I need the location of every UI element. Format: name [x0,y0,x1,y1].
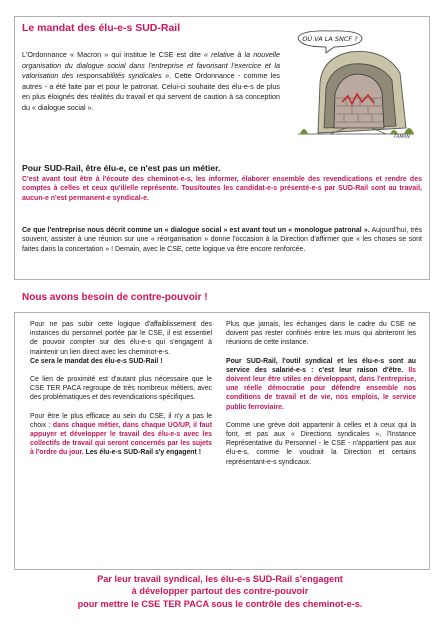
tunnel-drawing [290,28,420,140]
mandate-red-paragraph: C'est avant tout être à l'écoute des cheminot-e-s, les informer, élaborer ensemble des revendications et rendre des comptes à celles et ceux qu'il/elle représente. Tous/toutes les candidat-e-s présenté-e-s par SUD-Rail sont au travail, aucun-e n'est permanent-e syndical-e. [22,176,422,202]
right-paragraph-2 [226,357,416,412]
left-paragraph-1 [30,320,212,366]
cartoon-signature: FAMAN [394,135,410,140]
left-paragraph-3 [30,412,212,458]
dialogue-bold: Ce que l'entreprise nous décrit comme un « dialogue social » est avant tout un « monologue patronal ». [22,227,370,234]
intro-text-1: L'Ordonnance « Macron » qui institue le CSE est dite [22,50,201,59]
right-column [226,320,416,476]
page-title: Le mandat des élu-e-s SUD-Rail [22,22,181,34]
right-p2-bold: Pour SUD-Rail, l'outil syndical et les élu-e-s sont au service des salarié-e-s : c'est leur raison d'être. [226,357,416,374]
footer-line-3: pour mettre le CSE TER PACA sous le contrôle des cheminot-e-s. [77,598,363,609]
section-heading-counterpower: Nous avons besoin de contre-pouvoir ! [22,292,208,303]
right-p2-pink: Ils doivent leur être utiles en développant, dans l'entreprise, une réelle démocratie pour défendre ensemble nos conditions de travail et de vie, nos emplois, le service public ferroviaire. [226,366,416,411]
intro-text-2: Cette Ordonnance - comme les autres - a été faite par et pour le patronat. Celui-ci souhaite des élu-e-s de plus en plus éloignés des réalités du travail et qui servent de caution à sa conception du « dialogue social ». [22,71,281,112]
left-p3-end: Les élu-e-s SUD-Rail s'y engagent ! [83,449,201,457]
left-p3-pink: dans chaque métier, dans chaque UO/UP, il faut appuyer et développer le travail des élu-e-s avec les collectifs de travail qui seront concernés par les sujets à l'ordre du jour. [30,421,212,457]
right-paragraph-3: Comme une grève doit appartenir à celles et à ceux qui la font, et pas aux « Directions syndicales », l'Instance Représentative du Personnel - le CSE - n'appartient pas aux élu-e-s, comme le voudrait la Direction et certains représentant-e-s syndicaux. [226,421,416,466]
left-paragraph-2: Ce lien de proximité est d'autant plus nécessaire que le CSE TER PACA regroupe de très nombreux métiers, avec des problématiques et des revendications spécifiques. [30,376,212,402]
intro-quote: « relative à la nouvelle organisation du dialogue social dans l'entreprise et favorisant l'exercice et la valorisation des responsabilités syndicales ». [22,50,281,81]
footer-line-2: à développer partout des contre-pouvoir [131,586,309,597]
left-p3-start: Pour être le plus efficace au sein du CSE, il n'y a pas le choix : [30,412,212,429]
left-p1-bold: Ce sera le mandat des élu-e-s SUD-Rail ! [30,357,163,365]
section-heading-mandate: Pour SUD-Rail, être élu-e, ce n'est pas un métier. [22,163,221,173]
right-paragraph-1: Plus que jamais, les échanges dans le cadre du CSE ne doivent pas rester confinés entre les murs qui abriteront les réunions de cette instance. [226,321,416,347]
footer-statement [14,573,426,610]
left-column [30,320,212,467]
dialogue-paragraph [22,226,422,254]
footer-line-1: Par leur travail syndical, les élu-e-s SUD-Rail s'engagent [97,574,343,584]
cartoon-caption: OÙ VA LA SNCF ? [302,35,358,43]
left-p1-text: Pour ne pas subir cette logique d'affaiblissement des instances du personnel portée par le CSE, il est essentiel de pouvoir compter sur des élu-e-s qui s'engagent à maintenir un lien direct avec les cheminot-e-s. [30,321,212,356]
dialogue-rest: Aujourd'hui, très souvent, assister à une réunion sur une « réorganisation » donne l'occasion à la Direction d'affirmer que « les choses se sont faites dans la concertation » ! Demain, avec le CSE, cette logique va être encore renforcée. [22,227,422,253]
intro-paragraph [22,50,280,114]
cartoon-illustration [290,28,420,140]
